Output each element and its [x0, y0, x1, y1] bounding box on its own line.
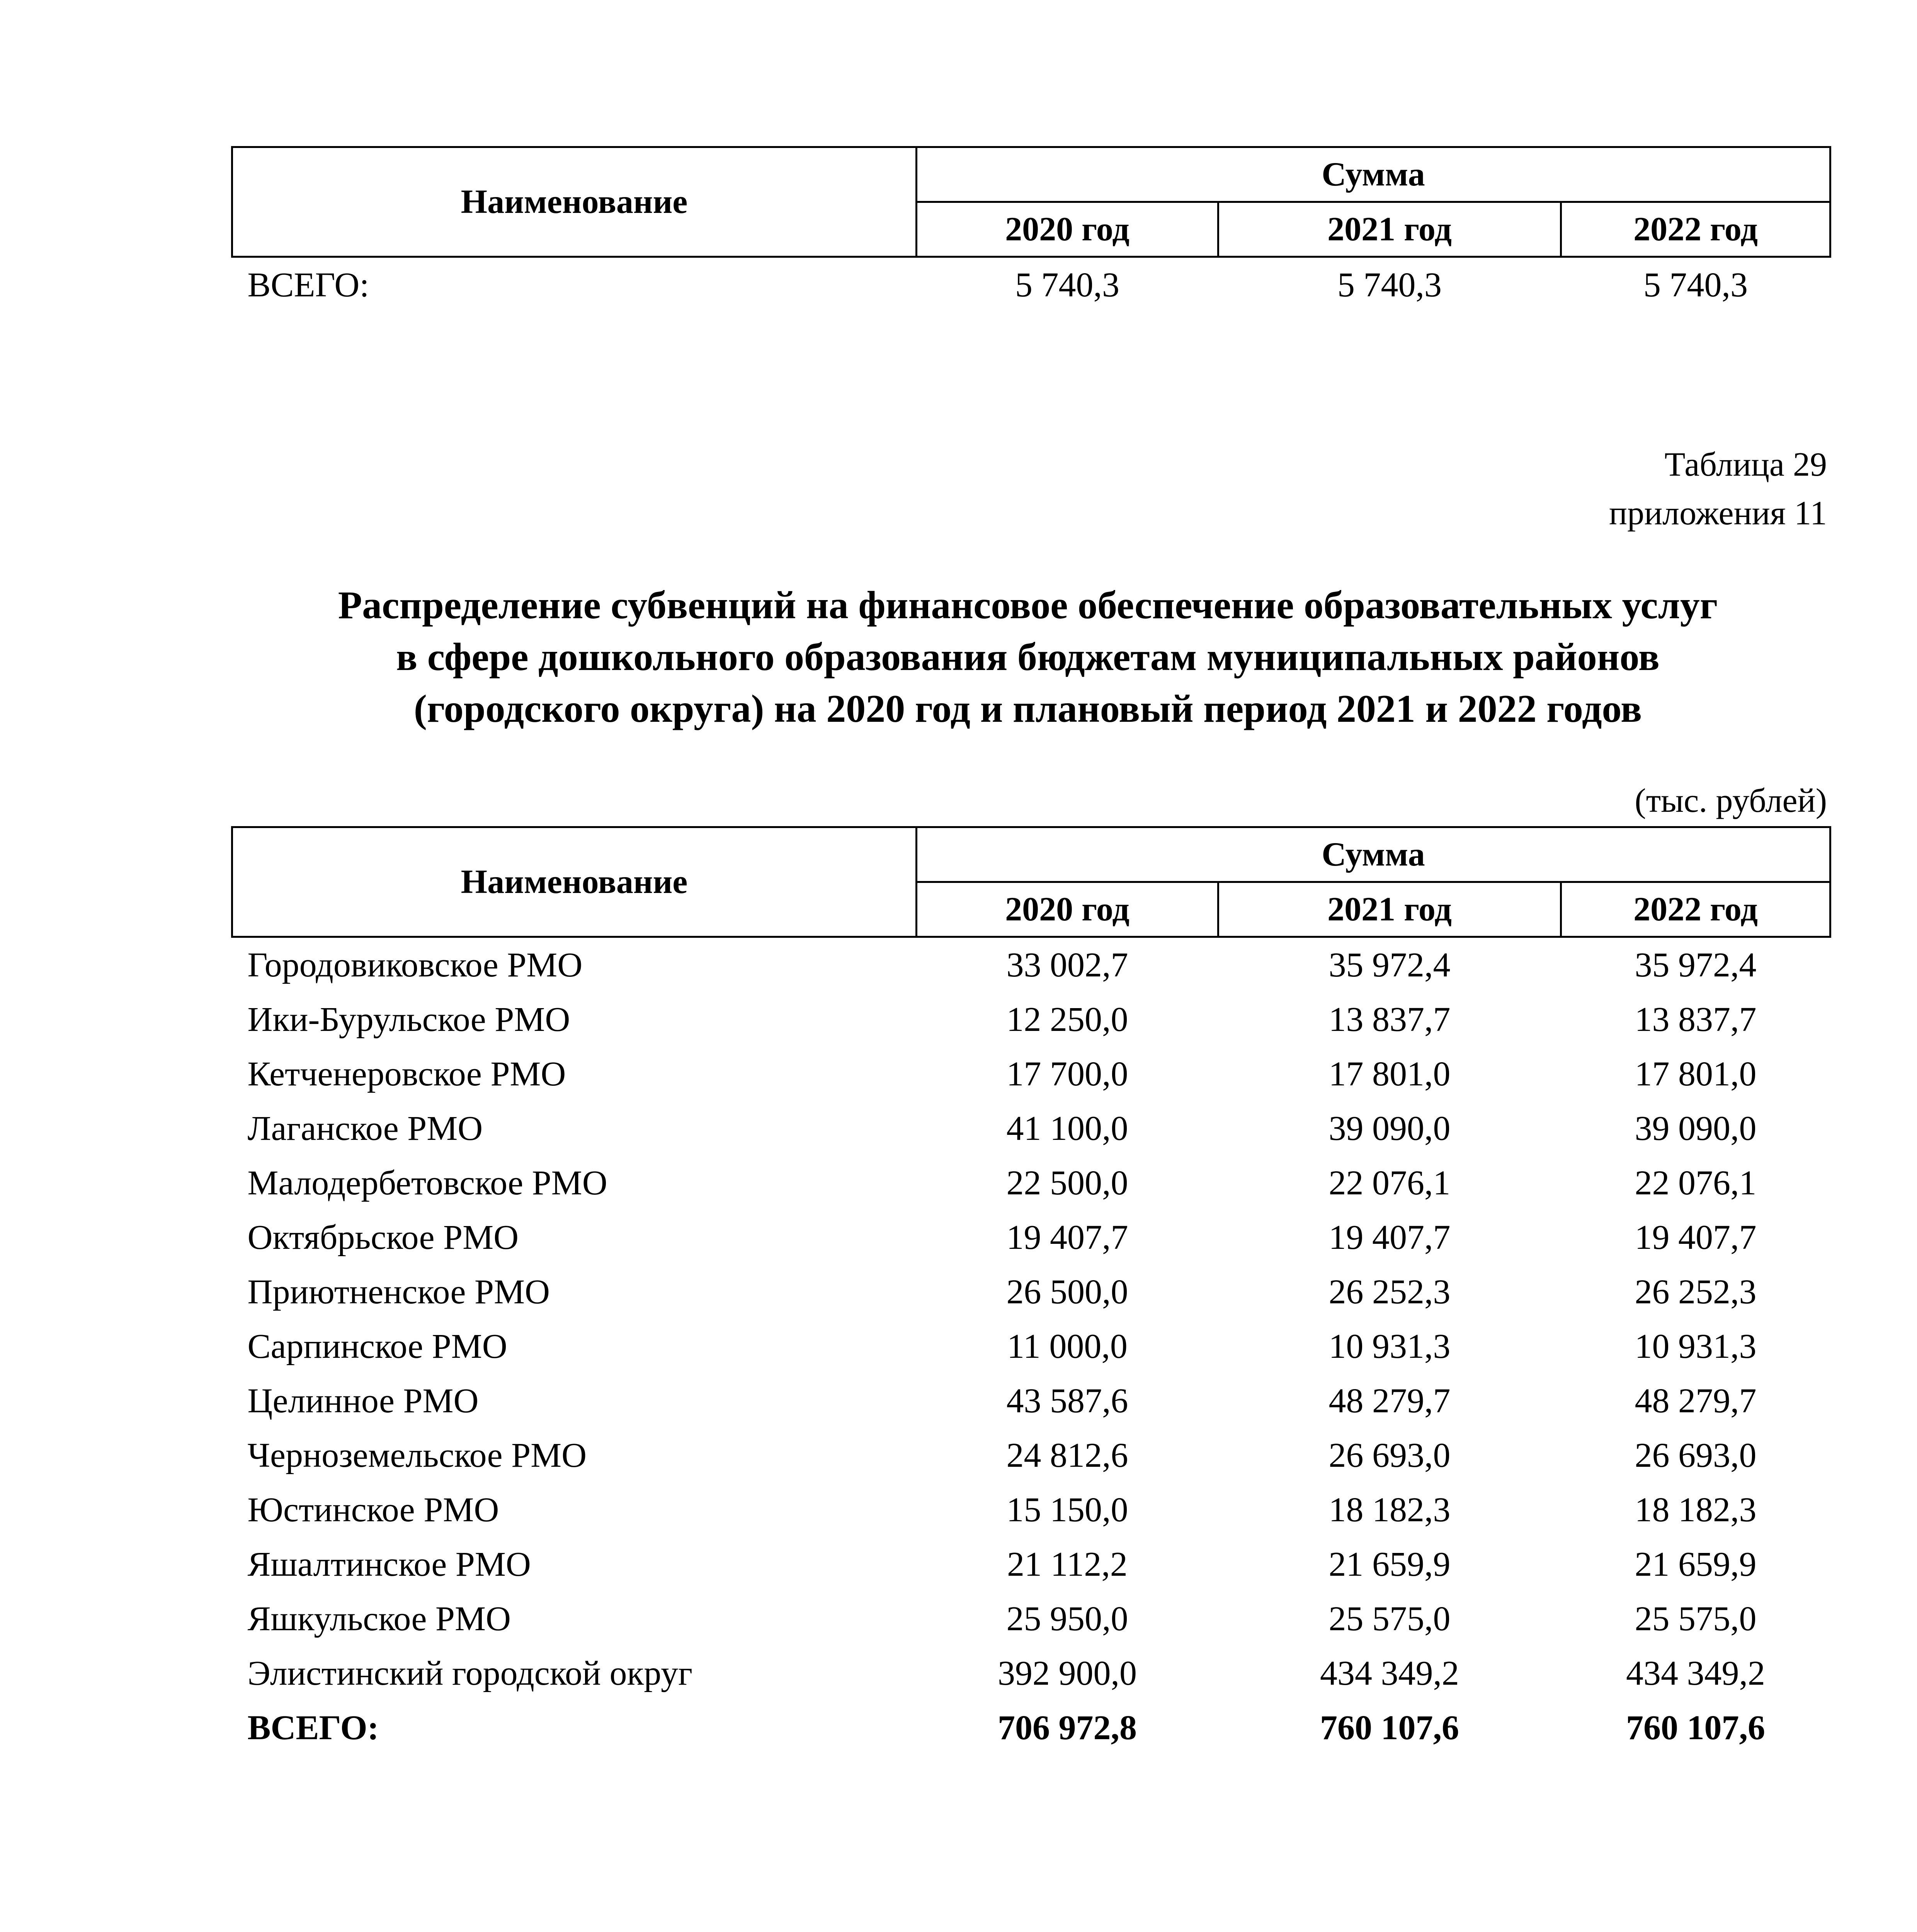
value-2021: 25 575,0: [1328, 1600, 1451, 1638]
value-2022: 48 279,7: [1635, 1382, 1757, 1420]
value-2021: 19 407,7: [1328, 1218, 1451, 1257]
value-2020: 25 950,0: [1006, 1600, 1128, 1638]
table29-caption-line2: приложения 11: [1609, 495, 1827, 532]
value-2020: 21 112,2: [1007, 1545, 1128, 1583]
value-2020: 22 500,0: [1006, 1164, 1128, 1202]
value-2020: 43 587,6: [1006, 1382, 1128, 1420]
table29-title-line3: (городского округа) на 2020 год и плановый период 2021 и 2022 годов: [413, 687, 1642, 731]
table30-caption: [1609, 1930, 1827, 1932]
value-2022: 22 076,1: [1635, 1164, 1757, 1202]
header-name: Наименование: [232, 147, 917, 257]
value-2022: 21 659,9: [1635, 1545, 1757, 1583]
table-row: [232, 1319, 1830, 1374]
row-name: Кетченеровское РМО: [247, 1055, 566, 1093]
value-2021: 26 693,0: [1328, 1436, 1451, 1475]
value-2020: 5 740,3: [1015, 266, 1119, 304]
value-2021: 22 076,1: [1328, 1164, 1451, 1202]
value-2022: 19 407,7: [1635, 1218, 1757, 1257]
value-2021: 5 740,3: [1337, 266, 1442, 304]
value-2021: 18 182,3: [1328, 1491, 1451, 1529]
value-2021: 26 252,3: [1328, 1273, 1451, 1311]
table-row: [232, 937, 1830, 993]
row-name: Ики-Бурульское РМО: [247, 1000, 570, 1039]
value-2022: 5 740,3: [1643, 266, 1748, 304]
value-2021: 21 659,9: [1328, 1545, 1451, 1583]
table-row: [232, 1537, 1830, 1592]
value-2021: 35 972,4: [1328, 946, 1451, 984]
value-2022: 10 931,3: [1635, 1327, 1757, 1366]
row-name: Черноземельское РМО: [247, 1436, 587, 1475]
table29-caption-line1: Таблица 29: [1664, 446, 1827, 483]
table30-caption-line1: [1609, 1930, 1827, 1932]
value-2022: 434 349,2: [1626, 1654, 1765, 1692]
header-name: Наименование: [232, 827, 917, 937]
value-2021: 39 090,0: [1328, 1109, 1451, 1148]
total-2020: 706 972,8: [998, 1709, 1137, 1747]
value-2020: 24 812,6: [1006, 1436, 1128, 1475]
table-row: [232, 1428, 1830, 1483]
table29-caption: [1609, 440, 1827, 538]
value-2022: 26 693,0: [1635, 1436, 1757, 1475]
value-2022: 25 575,0: [1635, 1600, 1757, 1638]
table-row: [232, 1265, 1830, 1319]
table-header: [232, 827, 1830, 937]
table29-title: [216, 580, 1839, 735]
row-name: Яшкульское РМО: [247, 1600, 511, 1638]
header-year-2022: 2022 год: [1561, 882, 1830, 937]
table-row: [232, 257, 1830, 313]
table-top: [231, 146, 1831, 312]
value-2020: 26 500,0: [1006, 1273, 1128, 1311]
table-row: [232, 1101, 1830, 1156]
value-2021: 48 279,7: [1328, 1382, 1451, 1420]
value-2022: 17 801,0: [1635, 1055, 1757, 1093]
total-2021: 760 107,6: [1320, 1709, 1459, 1747]
table-header: [232, 147, 1830, 257]
table-row: [232, 1156, 1830, 1210]
value-2020: 19 407,7: [1006, 1218, 1128, 1257]
total-2022: 760 107,6: [1626, 1709, 1765, 1747]
table-row: [232, 992, 1830, 1047]
row-name: Сарпинское РМО: [247, 1327, 507, 1366]
value-2020: 17 700,0: [1006, 1055, 1128, 1093]
value-2021: 10 931,3: [1328, 1327, 1451, 1366]
value-2022: 13 837,7: [1635, 1000, 1757, 1039]
value-2021: 13 837,7: [1328, 1000, 1451, 1039]
table29-units: (тыс. рублей): [1635, 782, 1827, 820]
header-year-2022: 2022 год: [1561, 202, 1830, 257]
value-2022: 39 090,0: [1635, 1109, 1757, 1148]
row-name: ВСЕГО:: [247, 266, 369, 304]
table-29: [231, 826, 1831, 1755]
row-name: Приютненское РМО: [247, 1273, 550, 1311]
total-label: ВСЕГО:: [247, 1709, 379, 1747]
value-2020: 11 000,0: [1007, 1327, 1128, 1366]
row-name: Октябрьское РМО: [247, 1218, 519, 1257]
table-row: [232, 1646, 1830, 1701]
table29-title-line2: в сфере дошкольного образования бюджетам муниципальных районов: [396, 635, 1660, 679]
table29-title-line1: Распределение субвенций на финансовое обеспечение образовательных услуг: [338, 583, 1718, 627]
table-row: [232, 1210, 1830, 1265]
row-name: Юстинское РМО: [247, 1491, 499, 1529]
value-2021: 17 801,0: [1328, 1055, 1451, 1093]
row-name: Элистинский городской округ: [247, 1654, 692, 1692]
value-2020: 33 002,7: [1006, 946, 1128, 984]
total-row: [232, 1701, 1830, 1755]
table-row: [232, 1047, 1830, 1101]
table-row: [232, 1374, 1830, 1428]
table-row: [232, 1592, 1830, 1646]
value-2022: 35 972,4: [1635, 946, 1757, 984]
header-year-2020: 2020 год: [917, 202, 1218, 257]
row-name: Городовиковское РМО: [247, 946, 583, 984]
row-name: Целинное РМО: [247, 1382, 479, 1420]
value-2020: 41 100,0: [1006, 1109, 1128, 1148]
row-name: Малодербетовское РМО: [247, 1164, 607, 1202]
header-year-2021: 2021 год: [1218, 202, 1561, 257]
header-sum: Сумма: [917, 827, 1830, 882]
header-sum: Сумма: [917, 147, 1830, 202]
value-2021: 434 349,2: [1320, 1654, 1459, 1692]
row-name: Лаганское РМО: [247, 1109, 483, 1148]
value-2022: 18 182,3: [1635, 1491, 1757, 1529]
header-year-2020: 2020 год: [917, 882, 1218, 937]
table-row: [232, 1483, 1830, 1537]
value-2020: 15 150,0: [1006, 1491, 1128, 1529]
value-2020: 392 900,0: [998, 1654, 1137, 1692]
value-2020: 12 250,0: [1006, 1000, 1128, 1039]
row-name: Яшалтинское РМО: [247, 1545, 531, 1583]
value-2022: 26 252,3: [1635, 1273, 1757, 1311]
header-year-2021: 2021 год: [1218, 882, 1561, 937]
